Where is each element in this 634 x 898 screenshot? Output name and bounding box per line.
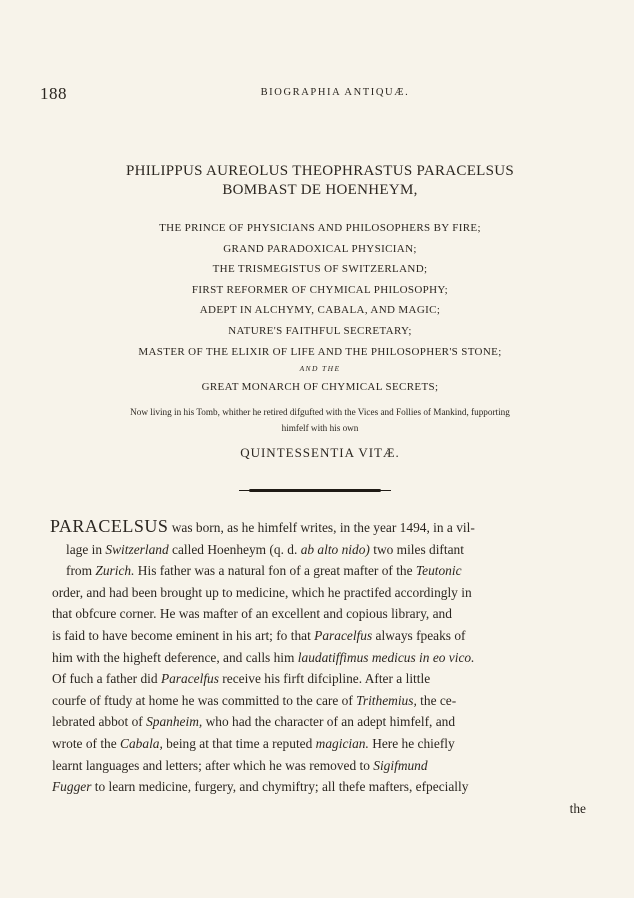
subject-title [40,162,600,200]
lead-word: PARACELSUS [50,516,169,536]
living-line: Now living in his Tomb, whither he retired difgufted with the Vices and Follies of Mankind, fupporting [130,407,510,417]
text-line: PARACELSUS was born, as he himfelf writes, in the year 1494, in a vil- [50,516,475,536]
text-line: from Zurich. His father was a natural fon of a great mafter of the Teutonic [66,563,462,579]
epithet-line: MASTER OF THE ELIXIR OF LIFE AND THE PHILOSOPHER'S STONE; [138,345,502,358]
living-line: himfelf with his own [281,423,359,433]
text-line: wrote of the Cabala, being at that time a reputed magician. Here he chiefly [52,735,455,751]
page-number: 188 [40,84,67,103]
conjunction: AND THE [299,364,341,374]
text-line: order, and had been brought up to medicine, which he practifed accordingly in [52,584,472,600]
epithet-line: FIRST REFORMER OF CHYMICAL PHILOSOPHY; [191,283,449,296]
epithet-line: GRAND PARADOXICAL PHYSICIAN; [223,242,417,255]
text-line: lage in Switzerland called Hoenheym (q. d. ab alto nido) two miles diftant [66,541,464,557]
running-head: BIOGRAPHIA ANTIQUÆ. [260,87,410,98]
epithet-line: THE TRISMEGISTUS OF SWITZERLAND; [212,263,428,276]
epithet-line: THE PRINCE OF PHYSICIANS AND PHILOSOPHERS BY FIRE; [159,222,481,234]
text-line: that obfcure corner. He was mafter of an excellent and copious library, and [52,606,452,622]
text-line: learnt languages and letters; after which he was removed to Sigifmund [52,757,428,773]
epithet-line: ADEPT IN ALCHYMY, CABALA, AND MAGIC; [199,304,441,317]
text-line: courfe of ftudy at home he was committed to the care of Trithemius, the ce- [52,692,457,708]
quintessentia-heading: QUINTESSENTIA VITÆ. [240,445,400,460]
text-line: him with the higheft deference, and calls him laudatiffimus medicus in eo vico. [52,649,475,665]
catchword: the [569,800,586,816]
epithet-line: NATURE'S FAITHFUL SECRETARY; [228,324,412,337]
text-line: is faid to have become eminent in his art; fo that Paracelfus always fpeaks of [52,627,466,643]
ornamental-rule [249,489,381,492]
text-line: Fugger to learn medicine, furgery, and chymiftry; all thefe mafters, efpecially [52,779,469,795]
title-line: BOMBAST DE HOENHEYM, [222,182,418,198]
epithet-list [40,218,600,398]
living-note [40,404,600,436]
title-line: PHILIPPUS AUREOLUS THEOPHRASTUS PARACELSUS [125,163,515,179]
text-line: lebrated abbot of Spanheim, who had the character of an adept himfelf, and [52,714,456,730]
body-paragraph [52,516,586,819]
epithet-line: GREAT MONARCH OF CHYMICAL SECRETS; [201,381,439,394]
page-header [40,84,600,104]
text-line: Of fuch a father did Paracelfus receive his firft difcipline. After a little [52,671,431,687]
